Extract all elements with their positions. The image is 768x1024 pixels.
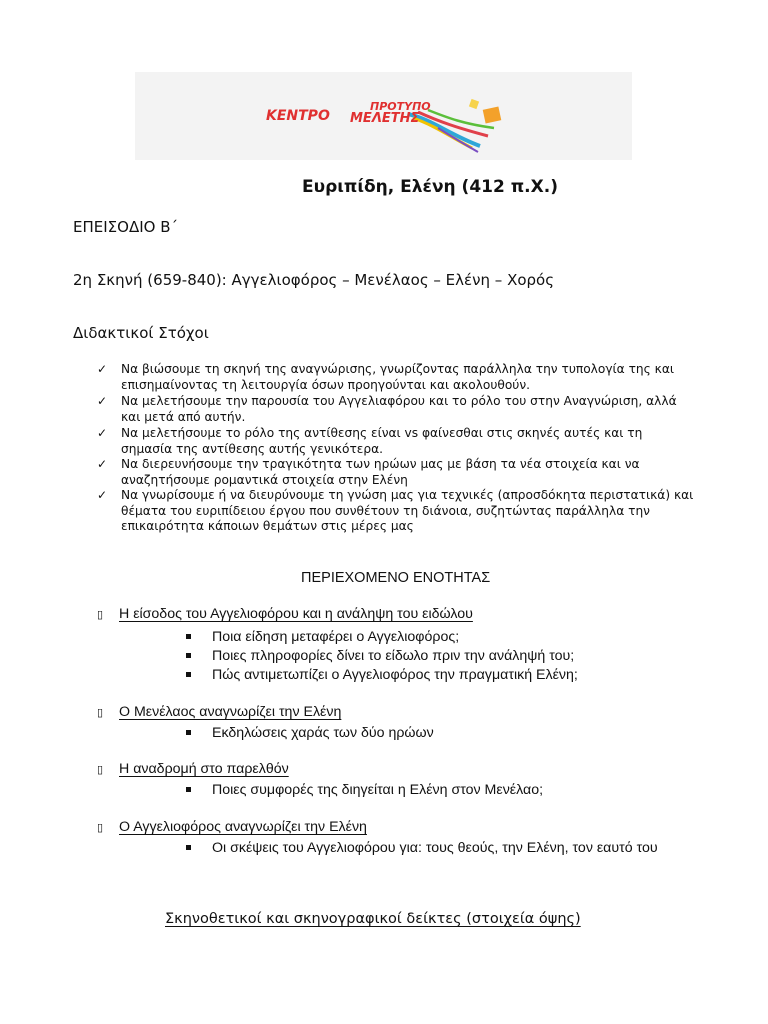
checkmark-icon: ✓ [97,488,108,502]
square-bullet-icon [186,653,191,658]
logo [258,88,508,154]
topic-label: Ο Αγγελιοφόρος αναγνωρίζει την Ελένη [119,819,367,835]
bullet-icon: ▯ [97,822,104,834]
square-bullet-icon [186,672,191,677]
topic-label: Η είσοδος του Αγγελιοφόρου και η ανάληψη του ειδώλου [119,606,473,622]
subtopic-text: Ποιες πληροφορίες δίνει το είδωλο πριν την ανάληψή του; [212,648,575,664]
goal-text: Να βιώσουμε τη σκηνή της αναγνώρισης, γνωρίζοντας παράλληλα την τυπολογία της και επισημαίνοντας τη λειτουργία όσων προηγούνται και ακολουθούν. [121,362,675,392]
goal-text: Να μελετήσουμε την παρουσία του Αγγελιαφόρου και το ρόλο του στην Αναγνώριση, αλλά και μετά από αυτήν. [121,394,677,424]
square-bullet-icon [186,845,191,850]
topic-label: Ο Μενέλαος αναγνωρίζει την Ελένη [119,704,342,720]
subtopic-text: Ποια είδηση μεταφέρει ο Αγγελιοφόρος; [212,629,460,645]
subtopic-text: Οι σκέψεις του Αγγελιοφόρου για: τους θεούς, την Ελένη, τον εαυτό του [212,840,658,856]
goal-item [97,457,697,488]
checkmark-icon: ✓ [97,362,108,376]
episode-heading: ΕΠΕΙΣΟΔΙΟ Β΄ [73,218,178,236]
topic-item [97,819,367,835]
topic-item [97,761,289,777]
goal-item [97,426,697,457]
logo-line-2: ΚΕΝΤΡΟ [266,108,330,124]
square-bullet-icon [186,634,191,639]
checkmark-icon: ✓ [97,457,108,471]
checkmark-icon: ✓ [97,394,108,408]
square-bullet-icon [186,787,191,792]
square-bullet-icon [186,730,191,735]
subtopic-item [186,628,706,646]
topic-item [97,606,473,622]
subtopic-item [186,666,706,684]
contents-heading: ΠΕΡΙΕΧΟΜΕΝΟ ΕΝΟΤΗΤΑΣ [301,570,491,586]
bullet-icon: ▯ [97,764,104,776]
bullet-icon: ▯ [97,707,104,719]
logo-line-3: ΜΕΛΕΤΗΣ [350,111,420,126]
stage-directions-heading: Σκηνοθετικοί και σκηνογραφικοί δείκτες (στοιχεία όψης) [165,911,581,927]
topic-label: Η αναδρομή στο παρελθόν [119,761,289,777]
goal-item [97,394,697,425]
checkmark-icon: ✓ [97,426,108,440]
goal-item [97,362,697,393]
subtopic-text: Εκδηλώσεις χαράς των δύο ηρώων [212,725,434,741]
goal-text: Να μελετήσουμε το ρόλο της αντίθεσης είναι vs φαίνεσθαι στις σκηνές αυτές και τη σημασία της αντίθεσης αυτής γενικότερα. [121,426,643,456]
subtopic-item [186,839,686,857]
subtopic-text: Πώς αντιμετωπίζει ο Αγγελιοφόρος την πραγματική Ελένη; [212,667,578,683]
scene-heading: 2η Σκηνή (659-840): Αγγελιοφόρος – Μενέλαος – Ελένη – Χορός [73,271,555,289]
subtopic-item [186,781,706,799]
goal-text: Να διερευνήσουμε την τραγικότητα των ηρώων μας με βάση τα νέα στοιχεία και να αναζητήσουμε ρομαντικά στοιχεία στην Ελένη [121,457,640,487]
topic-item [97,704,341,720]
bullet-icon: ▯ [97,609,104,621]
goal-text: Να γνωρίσουμε ή να διευρύνουμε τη γνώση μας για τεχνικές (απροσδόκητα περιστατικά) και θέματα του ευριπίδειου έργου που συνθέτουν τη διάνοια, συζητώντας παράλληλα την επικαιρότητα κάποιων θεμάτων στις μέρες μας [121,488,694,534]
subtopic-text: Ποιες συμφορές της διηγείται η Ελένη στον Μενέλαο; [212,782,544,798]
document-title: Ευριπίδη, Ελένη (412 π.Χ.) [302,177,558,197]
goal-item [97,488,697,535]
subtopic-item [186,647,706,665]
subtopic-item [186,724,706,742]
logo-line-1: ΠΡΟΤΥΠΟ [370,100,431,113]
goals-heading: Διδακτικοί Στόχοι [73,324,209,342]
